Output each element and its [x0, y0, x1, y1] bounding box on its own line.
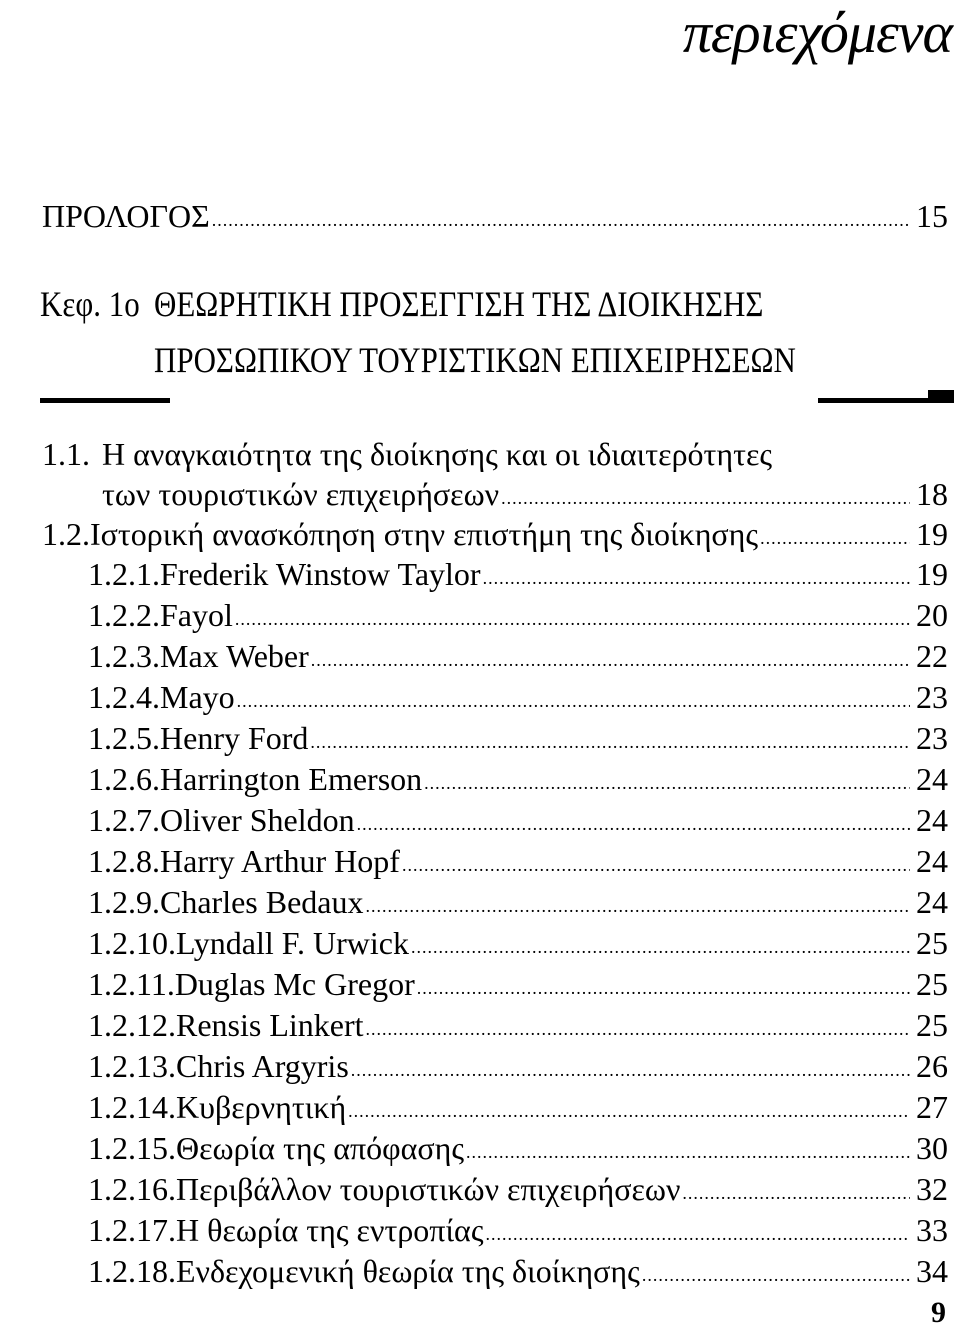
toc-entry-title: Mayo — [160, 679, 235, 715]
toc-entry-subsection — [88, 927, 948, 959]
toc-entry-title: Charles Bedaux — [160, 884, 364, 920]
toc-entry-subsection — [88, 845, 948, 877]
toc-entry-subsection — [88, 804, 948, 836]
toc-entry-number: 1.2.5. — [88, 720, 160, 756]
toc-entry-number: 1.2.2. — [88, 597, 160, 633]
dot-leader — [311, 651, 910, 669]
toc-entry-page: 18 — [916, 476, 948, 512]
dot-leader — [466, 1143, 910, 1161]
toc-entry-page: 24 — [916, 843, 948, 879]
toc-entry-title: Κυβερνητική — [176, 1089, 347, 1125]
toc-entry-subsection — [88, 599, 948, 631]
toc-entry-number: 1.2.8. — [88, 843, 160, 879]
toc-entry-title: Frederik Winstow Taylor — [160, 556, 481, 592]
toc-entry-title: Η αναγκαιότητα της διοίκησης και οι ιδιαιτερότητες — [102, 436, 773, 472]
toc-entry-subsection — [88, 763, 948, 795]
toc-entry-title: Harry Arthur Hopf — [160, 843, 400, 879]
dot-leader — [351, 1061, 910, 1079]
toc-entry-number: 1.2.3. — [88, 638, 160, 674]
toc-entry-title: Henry Ford — [160, 720, 309, 756]
toc-entry-subsection — [88, 681, 948, 713]
toc-entry-number: 1.2.10. — [88, 925, 176, 961]
toc-entry-title: Harrington Emerson — [160, 761, 423, 797]
chapter-title-line1: ΘΕΩΡΗΤΙΚΗ ΠΡΟΣΕΓΓΙΣΗ ΤΗΣ ΔΙΟΙΚΗΣΗΣ — [154, 284, 764, 324]
toc-entry-1-2 — [42, 518, 948, 550]
toc-entry-title: Duglas Mc Gregor — [174, 966, 415, 1002]
toc-entry-title: Rensis Linkert — [176, 1007, 364, 1043]
chapter-rule-right-cap — [928, 390, 954, 403]
toc-entry-prologue — [42, 200, 948, 232]
toc-entry-subsection — [88, 886, 948, 918]
dot-leader — [483, 569, 910, 587]
toc-entry-page: 15 — [916, 198, 948, 234]
chapter-label: Κεφ. 1ο — [40, 284, 140, 324]
toc-entry-title: Η θεωρία της εντροπίας — [176, 1212, 484, 1248]
toc-entry-number: 1.1. — [42, 436, 90, 472]
toc-entry-title: Fayol — [160, 597, 233, 633]
toc-entry-title: Ενδεχομενική θεωρία της διοίκησης — [176, 1253, 640, 1289]
dot-leader — [501, 489, 910, 507]
dot-leader — [642, 1266, 910, 1284]
toc-entry-number: 1.2.17. — [88, 1212, 176, 1248]
page-number: 9 — [931, 1296, 946, 1329]
toc-entry-number: 1.2. — [42, 516, 90, 552]
toc-entry-title: Περιβάλλον τουριστικών επιχειρήσεων — [176, 1171, 681, 1207]
toc-entry-page: 25 — [916, 966, 948, 1002]
dot-leader — [235, 610, 910, 628]
toc-entry-subsection — [88, 1173, 948, 1205]
toc-entry-number: 1.2.14. — [88, 1089, 176, 1125]
toc-entry-page: 32 — [916, 1171, 948, 1207]
toc-entry-subsection — [88, 1132, 948, 1164]
toc-entry-title: Max Weber — [160, 638, 309, 674]
toc-entry-subsection — [88, 722, 948, 754]
dot-leader — [348, 1102, 910, 1120]
toc-entry-title: Lyndall F. Urwick — [176, 925, 409, 961]
toc-entry-subsection — [88, 640, 948, 672]
toc-entry-page: 25 — [916, 925, 948, 961]
toc-entry-number: 1.2.9. — [88, 884, 160, 920]
toc-entry-title: ΠΡΟΛΟΓΟΣ — [42, 198, 210, 234]
toc-entry-title: των τουριστικών επιχειρήσεων — [102, 476, 500, 512]
toc-entry-page: 19 — [916, 556, 948, 592]
dot-leader — [402, 856, 910, 874]
toc-entry-page: 25 — [916, 1007, 948, 1043]
toc-entry-page: 30 — [916, 1130, 948, 1166]
toc-entry-title: Oliver Sheldon — [160, 802, 355, 838]
toc-entry-page: 27 — [916, 1089, 948, 1125]
toc-entry-page: 22 — [916, 638, 948, 674]
dot-leader — [411, 938, 910, 956]
toc-entry-page: 23 — [916, 679, 948, 715]
page-heading: περιεχόμενα — [682, 0, 952, 65]
toc-entry-title: Ιστορική ανασκόπηση στην επιστήμη της διοίκησης — [90, 516, 759, 552]
dot-leader — [366, 897, 911, 915]
toc-entry-page: 20 — [916, 597, 948, 633]
toc-entry-number: 1.2.13. — [88, 1048, 176, 1084]
toc-entry-number: 1.2.1. — [88, 556, 160, 592]
toc-entry-page: 24 — [916, 761, 948, 797]
dot-leader — [366, 1020, 910, 1038]
dot-leader — [310, 733, 910, 751]
toc-entry-subsection — [88, 968, 948, 1000]
toc-entry-page: 23 — [916, 720, 948, 756]
toc-entry-subsection — [88, 1009, 948, 1041]
toc-entry-1-1-line1 — [42, 438, 948, 470]
toc-entry-title: Θεωρία της απόφασης — [176, 1130, 465, 1166]
toc-entry-number: 1.2.4. — [88, 679, 160, 715]
dot-leader — [237, 692, 910, 710]
toc-entry-page: 24 — [916, 802, 948, 838]
toc-entry-number: 1.2.12. — [88, 1007, 176, 1043]
dot-leader — [760, 529, 910, 547]
toc-entry-1-1-line2 — [102, 478, 948, 510]
toc-entry-number: 1.2.16. — [88, 1171, 176, 1207]
toc-entry-page: 26 — [916, 1048, 948, 1084]
toc-entry-number: 1.2.7. — [88, 802, 160, 838]
toc-entry-subsection — [88, 1050, 948, 1082]
chapter-rule-left — [40, 398, 170, 403]
toc-entry-number: 1.2.6. — [88, 761, 160, 797]
dot-leader — [417, 979, 910, 997]
dot-leader — [485, 1225, 910, 1243]
dot-leader — [212, 211, 910, 229]
toc-entry-page: 19 — [916, 516, 948, 552]
toc-entry-title: Chris Argyris — [176, 1048, 349, 1084]
dot-leader — [424, 774, 910, 792]
toc-entry-page: 34 — [916, 1253, 948, 1289]
toc-entry-subsection — [88, 558, 948, 590]
toc-entry-number: 1.2.11. — [88, 966, 175, 1002]
toc-entry-subsection — [88, 1091, 948, 1123]
dot-leader — [682, 1184, 910, 1202]
toc-entry-number: 1.2.18. — [88, 1253, 176, 1289]
toc-entry-number: 1.2.15. — [88, 1130, 176, 1166]
toc-entry-page: 24 — [916, 884, 948, 920]
toc-entry-subsection — [88, 1214, 948, 1246]
chapter-title-line2: ΠΡΟΣΩΠΙΚΟΥ ΤΟΥΡΙΣΤΙΚΩΝ ΕΠΙΧΕΙΡΗΣΕΩΝ — [154, 340, 796, 380]
toc-entry-subsection — [88, 1255, 948, 1287]
dot-leader — [357, 815, 910, 833]
toc-entry-page: 33 — [916, 1212, 948, 1248]
